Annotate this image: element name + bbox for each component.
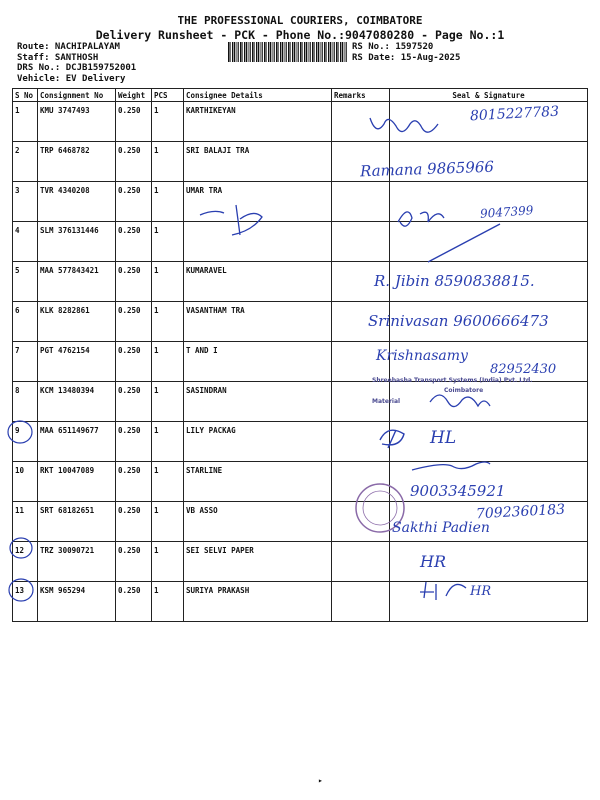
cell-seal — [390, 182, 588, 222]
cell-sno: 4 — [13, 222, 38, 262]
handwritten-phone-7: 82952430 — [490, 362, 557, 377]
cell-sno: 1 — [13, 102, 38, 142]
table-row — [13, 182, 588, 222]
table-row — [13, 462, 588, 502]
cell-remarks — [332, 542, 390, 582]
bullet-mark: ▸ — [318, 776, 323, 785]
cell-remarks — [332, 142, 390, 182]
cell-pcs: 1 — [152, 582, 184, 622]
cell-pcs: 1 — [152, 422, 184, 462]
runsheet-table — [12, 88, 588, 622]
cell-seal — [390, 582, 588, 622]
cell-seal — [390, 462, 588, 502]
cell-consignee: T AND I — [184, 342, 332, 382]
cell-remarks — [332, 182, 390, 222]
cell-pcs: 1 — [152, 542, 184, 582]
cell-sno: 2 — [13, 142, 38, 182]
cell-seal — [390, 142, 588, 182]
cell-seal — [390, 382, 588, 422]
barcode-image — [228, 42, 348, 62]
handwritten-name-5: R. Jibin 8590838815. — [374, 272, 535, 290]
handwritten-name-7: Krishnasamy — [376, 348, 468, 364]
cell-weight: 0.250 — [116, 582, 152, 622]
cell-remarks — [332, 342, 390, 382]
table-row — [13, 542, 588, 582]
cell-weight: 0.250 — [116, 382, 152, 422]
col-weight: Weight — [116, 89, 152, 102]
staff-text: Staff: SANTHOSH — [17, 52, 99, 63]
handwritten-phone-1: 8015227783 — [469, 103, 560, 125]
handwritten-name-6: Srinivasan 9600666473 — [368, 312, 549, 330]
vehicle-text: Vehicle: EV Delivery — [17, 73, 126, 84]
cell-consignment: PGT 4762154 — [38, 342, 116, 382]
handwritten-phone-10: 9003345921 — [410, 482, 506, 500]
cell-weight: 0.250 — [116, 502, 152, 542]
cell-sno: 6 — [13, 302, 38, 342]
cell-consignment: TVR 4340208 — [38, 182, 116, 222]
table-row — [13, 422, 588, 462]
cell-weight: 0.250 — [116, 462, 152, 502]
cell-weight: 0.250 — [116, 262, 152, 302]
cell-consignment: SLM 376131446 — [38, 222, 116, 262]
cell-consignee: STARLINE — [184, 462, 332, 502]
cell-consignment: KLK 8282861 — [38, 302, 116, 342]
cell-pcs: 1 — [152, 302, 184, 342]
table-row — [13, 142, 588, 182]
cell-remarks — [332, 222, 390, 262]
col-seal-signature: Seal & Signature — [390, 89, 588, 102]
meta-right — [352, 42, 460, 63]
handwritten-mark-9: HL — [430, 428, 457, 448]
cell-seal — [390, 422, 588, 462]
cell-consignment: KMU 3747493 — [38, 102, 116, 142]
cell-pcs: 1 — [152, 382, 184, 422]
cell-seal — [390, 342, 588, 382]
cell-remarks — [332, 302, 390, 342]
cell-weight: 0.250 — [116, 422, 152, 462]
cell-pcs: 1 — [152, 182, 184, 222]
stamp-company: Shreebasha Transport Systems (India) Pvt. Ltd. — [372, 377, 533, 384]
cell-remarks — [332, 262, 390, 302]
cell-weight: 0.250 — [116, 302, 152, 342]
cell-remarks — [332, 422, 390, 462]
cell-sno: 12 — [13, 542, 38, 582]
table-row — [13, 382, 588, 422]
cell-consignment: KCM 13480394 — [38, 382, 116, 422]
cell-seal — [390, 222, 588, 262]
cell-consignee: VB ASSO — [184, 502, 332, 542]
cell-consignment: SRT 68182651 — [38, 502, 116, 542]
meta-left — [17, 42, 136, 84]
cell-pcs: 1 — [152, 462, 184, 502]
drs-text: DRS No.: DCJB159752001 — [17, 63, 137, 73]
cell-seal — [390, 302, 588, 342]
col-remarks: Remarks — [332, 89, 390, 102]
route-text: Route: NACHIPALAYAM — [17, 42, 120, 52]
cell-pcs: 1 — [152, 102, 184, 142]
table-row — [13, 222, 588, 262]
cell-pcs: 1 — [152, 142, 184, 182]
col-consignee: Consignee Details — [184, 89, 332, 102]
rs-date-text: RS Date: 15-Aug-2025 — [352, 52, 461, 63]
handwritten-phone-3: 9047399 — [479, 203, 534, 221]
cell-consignee: LILY PACKAG — [184, 422, 332, 462]
cell-sno: 8 — [13, 382, 38, 422]
cell-sno: 5 — [13, 262, 38, 302]
stamp-material: Material — [372, 398, 401, 405]
stamp-city: Coimbatore — [444, 387, 484, 394]
cell-seal — [390, 542, 588, 582]
cell-consignment: RKT 10047089 — [38, 462, 116, 502]
cell-weight: 0.250 — [116, 222, 152, 262]
table-row — [13, 102, 588, 142]
runsheet-subtitle: Delivery Runsheet - PCK - Phone No.:9047080280 - Page No.:1 — [95, 28, 505, 42]
col-pcs: PCS — [152, 89, 184, 102]
handwritten-name-2: Ramana 9865966 — [359, 157, 495, 181]
cell-consignee: SASINDRAN — [184, 382, 332, 422]
cell-consignment: TRZ 30090721 — [38, 542, 116, 582]
cell-pcs: 1 — [152, 342, 184, 382]
cell-consignee: KUMARAVEL — [184, 262, 332, 302]
cell-consignment: KSM 965294 — [38, 582, 116, 622]
cell-sno: 13 — [13, 582, 38, 622]
cell-sno: 3 — [13, 182, 38, 222]
cell-remarks — [332, 582, 390, 622]
cell-weight: 0.250 — [116, 182, 152, 222]
handwritten-name-11: Sakthi Padien — [392, 520, 490, 536]
cell-seal — [390, 262, 588, 302]
cell-pcs: 1 — [152, 262, 184, 302]
cell-pcs: 1 — [152, 222, 184, 262]
cell-remarks — [332, 502, 390, 542]
cell-consignee: VASANTHAM TRA — [184, 302, 332, 342]
table-row — [13, 302, 588, 342]
cell-consignee: SRI BALAJI TRA — [184, 142, 332, 182]
cell-consignee: UMAR TRA — [184, 182, 332, 222]
table-header-row — [13, 89, 588, 102]
table-row — [13, 342, 588, 382]
col-sno: S No — [13, 89, 38, 102]
table-row — [13, 262, 588, 302]
cell-weight: 0.250 — [116, 342, 152, 382]
cell-consignee: SEI SELVI PAPER — [184, 542, 332, 582]
cell-consignee — [184, 222, 332, 262]
cell-sno: 11 — [13, 502, 38, 542]
cell-seal — [390, 502, 588, 542]
table-row — [13, 502, 588, 542]
rs-number-text: RS No.: 1597520 — [352, 42, 434, 52]
table-row — [13, 582, 588, 622]
cell-weight: 0.250 — [116, 542, 152, 582]
cell-consignee: KARTHIKEYAN — [184, 102, 332, 142]
cell-remarks — [332, 462, 390, 502]
cell-pcs: 1 — [152, 502, 184, 542]
cell-consignment: TRP 6468782 — [38, 142, 116, 182]
cell-consignee: SURIYA PRAKASH — [184, 582, 332, 622]
handwritten-mark-12: HR — [420, 552, 446, 571]
cell-sno: 10 — [13, 462, 38, 502]
col-consignment: Consignment No — [38, 89, 116, 102]
cell-sno: 7 — [13, 342, 38, 382]
cell-consignment: MAA 577843421 — [38, 262, 116, 302]
cell-remarks — [332, 102, 390, 142]
cell-consignment: MAA 651149677 — [38, 422, 116, 462]
cell-weight: 0.250 — [116, 142, 152, 182]
cell-seal — [390, 102, 588, 142]
company-title: THE PROFESSIONAL COURIERS, COIMBATORE — [177, 14, 423, 27]
cell-weight: 0.250 — [116, 102, 152, 142]
cell-remarks — [332, 382, 390, 422]
handwritten-mark-13: HR — [470, 584, 492, 599]
handwritten-phone-11: 7092360183 — [475, 501, 566, 523]
cell-sno: 9 — [13, 422, 38, 462]
